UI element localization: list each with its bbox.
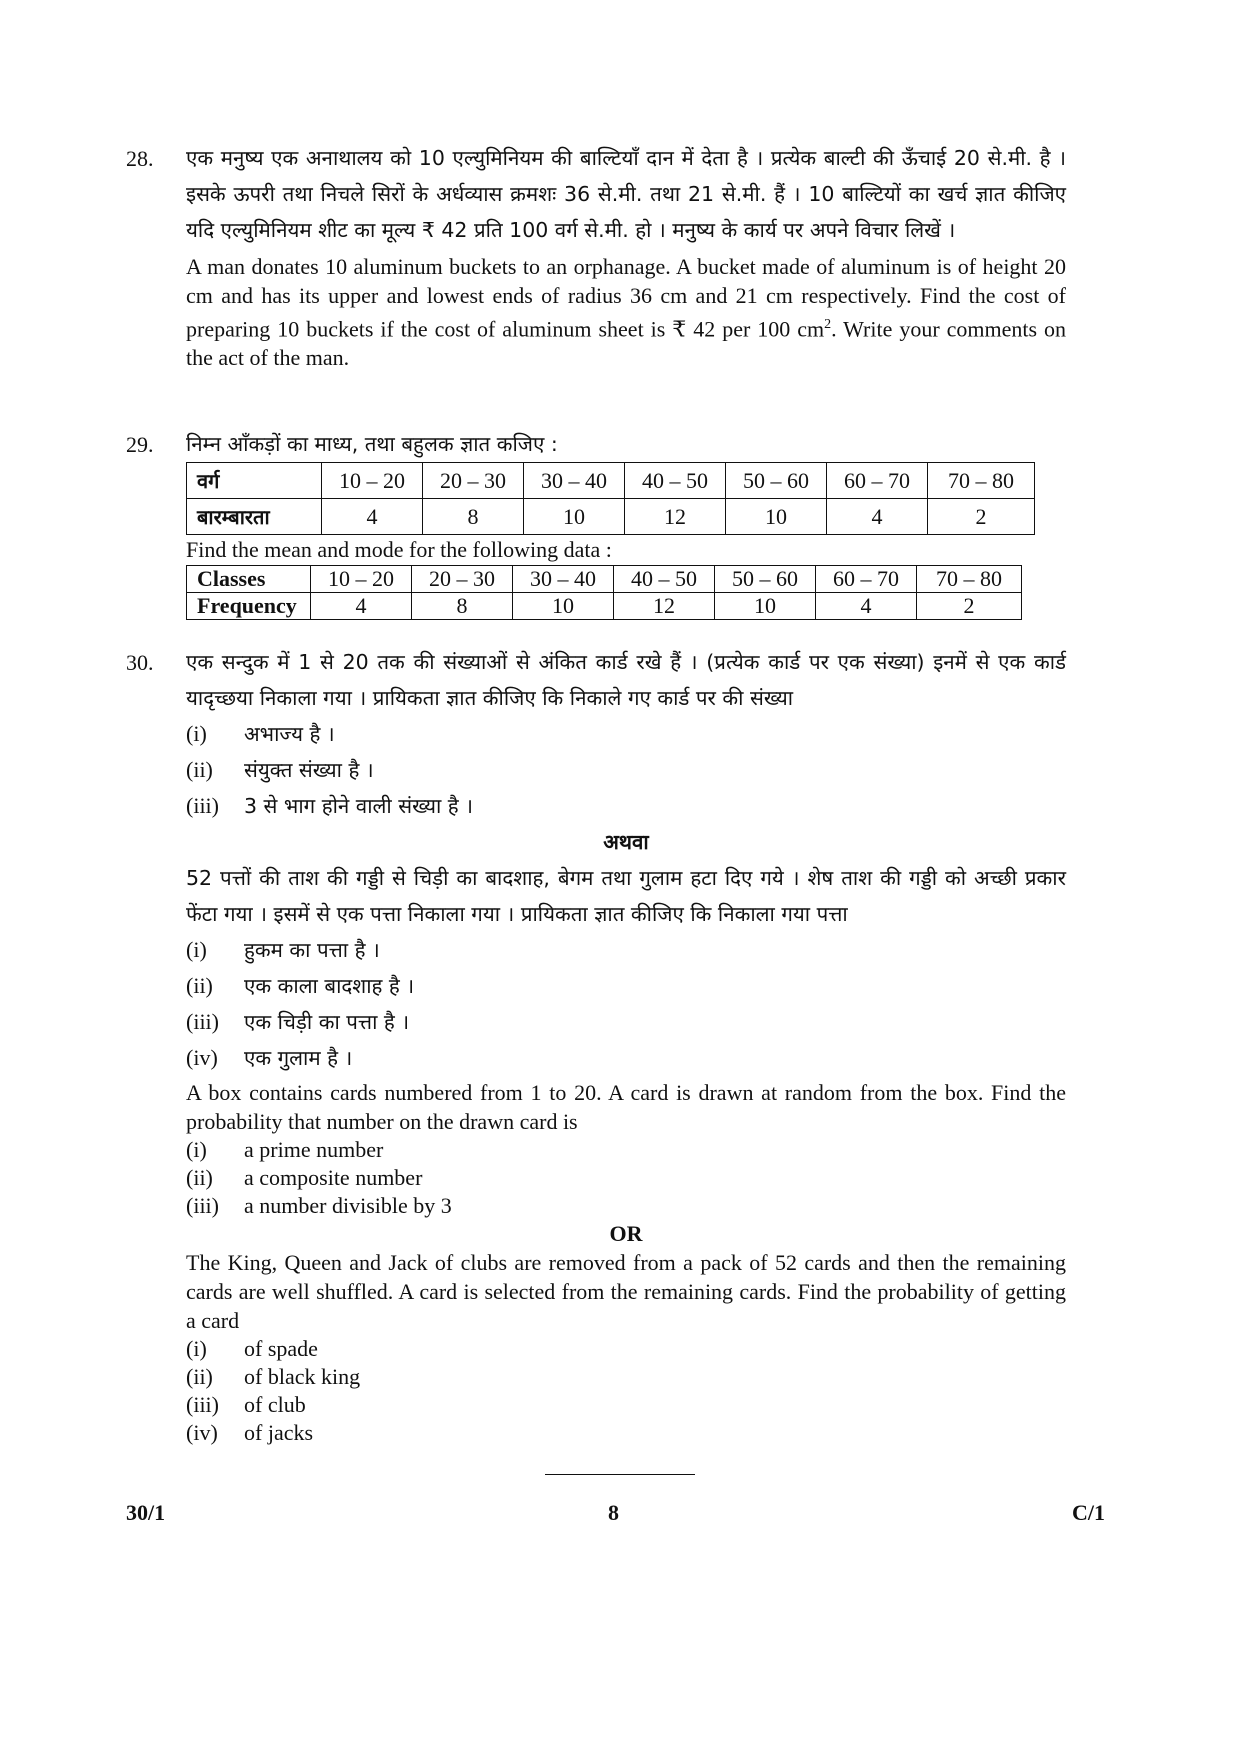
table-row-label: Frequency (187, 593, 311, 620)
table-cell: 70 – 80 (928, 463, 1035, 499)
table-cell: 4 (311, 593, 412, 620)
question-number: 28. (126, 146, 154, 171)
list-item: (i) a prime number (186, 1137, 384, 1162)
table-cell: 20 – 30 (412, 566, 513, 593)
paper-code: 30/1 (126, 1500, 166, 1525)
question-number: 29. (126, 432, 154, 457)
table-cell: 10 – 20 (322, 463, 423, 499)
question-english-text: The King, Queen and Jack of clubs are removed from a pack of 52 cards and then the remaining cards are well shuffled. A card is selected from the remaining cards. Find the probability of getting a card (186, 1250, 1066, 1333)
english-frequency-table (186, 565, 1022, 620)
table-cell: 12 (625, 499, 726, 535)
table-cell: 40 – 50 (614, 566, 715, 593)
table-row-label: Classes (187, 566, 311, 593)
table-cell: 50 – 60 (715, 566, 816, 593)
page-number: 8 (608, 1500, 619, 1525)
table-cell: 20 – 30 (423, 463, 524, 499)
table-cell: 60 – 70 (816, 566, 917, 593)
question-number: 30. (126, 650, 154, 675)
table-cell: 4 (816, 593, 917, 620)
list-item: (ii) संयुक्त संख्या है । (186, 757, 374, 782)
hindi-frequency-table (186, 462, 1035, 535)
question-hindi-text: एक मनुष्य एक अनाथालय को 10 एल्युमिनियम की बाल्टियाँ दान में देता है । प्रत्येक बाल्टी की ऊँचाई 20 से.मी. है । इसके ऊपरी तथा निचले सिरों के अर्धव्यास क्रमशः 36 से.मी. तथा 21 से.मी. हैं । 10 बाल्टियों का खर्च ज्ञात कीजिए यदि एल्युमिनियम शीट का मूल्य ₹ 42 प्रति 100 वर्ग से.मी. हो । मनुष्य के कार्य पर अपने विचार लिखें । (186, 146, 1066, 242)
list-item: (iv) of jacks (186, 1420, 314, 1445)
table-cell: 10 (524, 499, 625, 535)
list-item: (iv) एक गुलाम है । (186, 1045, 353, 1070)
end-divider (545, 1474, 695, 1475)
table-cell: 10 (715, 593, 816, 620)
table-cell: 2 (917, 593, 1022, 620)
list-item: (ii) of black king (186, 1364, 361, 1389)
list-item: (ii) a composite number (186, 1165, 423, 1190)
table-row-label: वर्ग (187, 463, 322, 499)
list-item: (i) अभाज्य है । (186, 721, 335, 746)
table-cell: 12 (614, 593, 715, 620)
table-cell: 40 – 50 (625, 463, 726, 499)
table-cell: 2 (928, 499, 1035, 535)
question-hindi-text: निम्न आँकड़ों का माध्य, तथा बहुलक ज्ञात कजिए : (186, 432, 558, 456)
table-cell: 4 (322, 499, 423, 535)
table-cell: 50 – 60 (726, 463, 827, 499)
table-cell: 8 (423, 499, 524, 535)
question-hindi-text: एक सन्दुक में 1 से 20 तक की संख्याओं से अंकित कार्ड रखे हैं । (प्रत्येक कार्ड पर एक संख्या) इनमें से एक कार्ड यादृच्छया निकाला गया । प्रायिकता ज्ञात कीजिए कि निकाले गए कार्ड पर की संख्या (186, 650, 1066, 710)
table-cell: 70 – 80 (917, 566, 1022, 593)
table-cell: 10 (513, 593, 614, 620)
question-english-text: A man donates 10 aluminum buckets to an orphanage. A bucket made of aluminum is of height 20 cm and has its upper and lowest ends of radius 36 cm and 21 cm respectively. Find the cost of preparing 10 buckets if the cost of aluminum sheet is ₹ 42 per 100 $cm^2$. Write your comments on the act of the man. (186, 254, 1066, 371)
question-english-text: A box contains cards numbered from 1 to 20. A card is drawn at random from the box. Find the probability that number on the drawn card is (186, 1080, 1066, 1134)
table-cell: 30 – 40 (513, 566, 614, 593)
list-item: (iii) of club (186, 1392, 306, 1417)
set-code: C/1 (1072, 1500, 1105, 1525)
table-cell: 10 – 20 (311, 566, 412, 593)
table-cell: 10 (726, 499, 827, 535)
list-item: (iii) a number divisible by 3 (186, 1193, 452, 1218)
list-item: (iii) एक चिड़ी का पत्ता है । (186, 1009, 410, 1034)
list-item: (iii) 3 से भाग होने वाली संख्या है । (186, 793, 473, 818)
or-separator: OR (609, 1221, 643, 1246)
table-cell: 4 (827, 499, 928, 535)
table-row-label: बारम्बारता (187, 499, 322, 535)
or-separator: अथवा (603, 830, 649, 854)
table-cell: 30 – 40 (524, 463, 625, 499)
question-english-text: Find the mean and mode for the following data : (186, 537, 612, 562)
list-item: (ii) एक काला बादशाह है । (186, 973, 415, 998)
list-item: (i) हुकम का पत्ता है । (186, 937, 380, 962)
list-item: (i) of spade (186, 1336, 318, 1361)
question-hindi-text: 52 पत्तों की ताश की गड्डी से चिड़ी का बादशाह, बेगम तथा गुलाम हटा दिए गये । शेष ताश की गड्डी को अच्छी प्रकार फेंटा गया । इसमें से एक पत्ता निकाला गया । प्रायिकता ज्ञात कीजिए कि निकाला गया पत्ता (186, 866, 1066, 926)
table-cell: 8 (412, 593, 513, 620)
table-cell: 60 – 70 (827, 463, 928, 499)
